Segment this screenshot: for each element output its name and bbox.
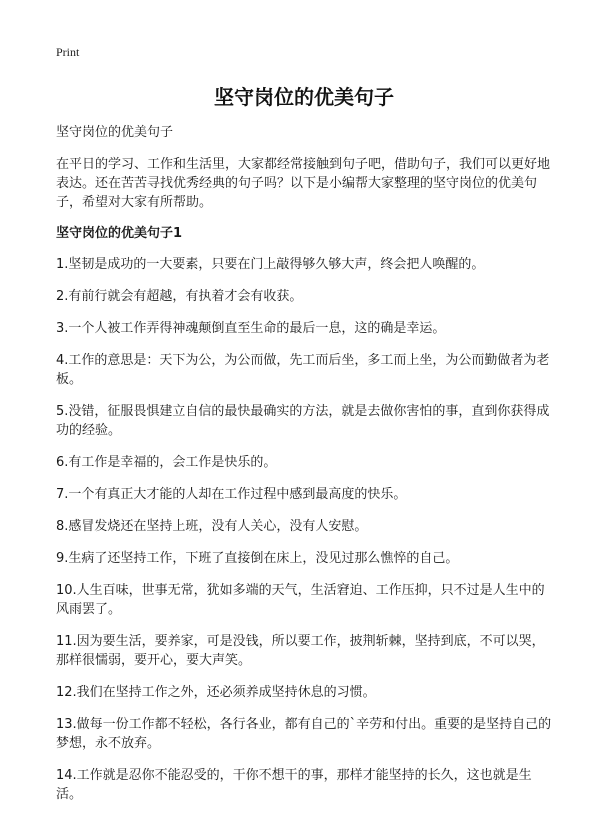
list-item: 14.工作就是忍你不能忍受的，干你不想干的事，那样才能坚持的长久，这也就是生活。 [56, 768, 532, 802]
intro-paragraph: 在平日的学习、工作和生活里，大家都经常接触到句子吧，借助句子，我们可以更好地表达。还在苦苦寻找优秀经典的句子吗？以下是小编帮大家整理的坚守岗位的优美句子，希望对大家有所帮助。 [56, 157, 551, 210]
list-item: 4.工作的意思是：天下为公，为公而做，先工而后坐，多工而上坐，为公而勤做者为老板。 [56, 353, 550, 387]
document-page [56, 44, 552, 817]
list-item: 11.因为要生活，要养家，可是没钱，所以要工作，披荆斩棘，坚持到底，不可以哭，那样很懦弱，要开心，要大声笑。 [56, 634, 545, 668]
list-item: 7.一个有真正大才能的人却在工作过程中感到最高度的快乐。 [56, 487, 407, 502]
list-item: 12.我们在坚持工作之外，还必须养成坚持休息的习惯。 [56, 685, 376, 700]
list-item: 6.有工作是幸福的，会工作是快乐的。 [56, 455, 277, 470]
section-heading: 坚守岗位的优美句子1 [56, 226, 183, 241]
list-item: 5.没错，征服畏惧建立自信的最快最确实的方法，就是去做你害怕的事，直到你获得成功的经验。 [56, 404, 550, 438]
list-item: 9.生病了还坚持工作，下班了直接倒在床上，没见过那么憔悴的自己。 [56, 551, 459, 566]
print-label[interactable]: Print [56, 45, 80, 59]
list-item: 13.做每一份工作都不轻松，各行各业，都有自己的`辛劳和付出。重要的是坚持自己的梦想，永不放弃。 [56, 717, 552, 751]
page-subtitle: 坚守岗位的优美句子 [56, 125, 174, 140]
list-item: 2.有前行就会有超越，有执着才会有收获。 [56, 289, 303, 304]
list-item: 8.感冒发烧还在坚持上班，没有人关心，没有人安慰。 [56, 519, 368, 534]
page-title: 坚守岗位的优美句子 [214, 85, 394, 109]
list-item: 3.一个人被工作弄得神魂颠倒直至生命的最后一息，这的确是幸运。 [56, 321, 446, 336]
list-item: 1.坚韧是成功的一大要素，只要在门上敲得够久够大声，终会把人唤醒的。 [56, 257, 485, 272]
list-item: 10.人生百味，世事无常，犹如多端的天气，生活窘迫、工作压抑，只不过是人生中的风雨罢了。 [56, 583, 545, 617]
